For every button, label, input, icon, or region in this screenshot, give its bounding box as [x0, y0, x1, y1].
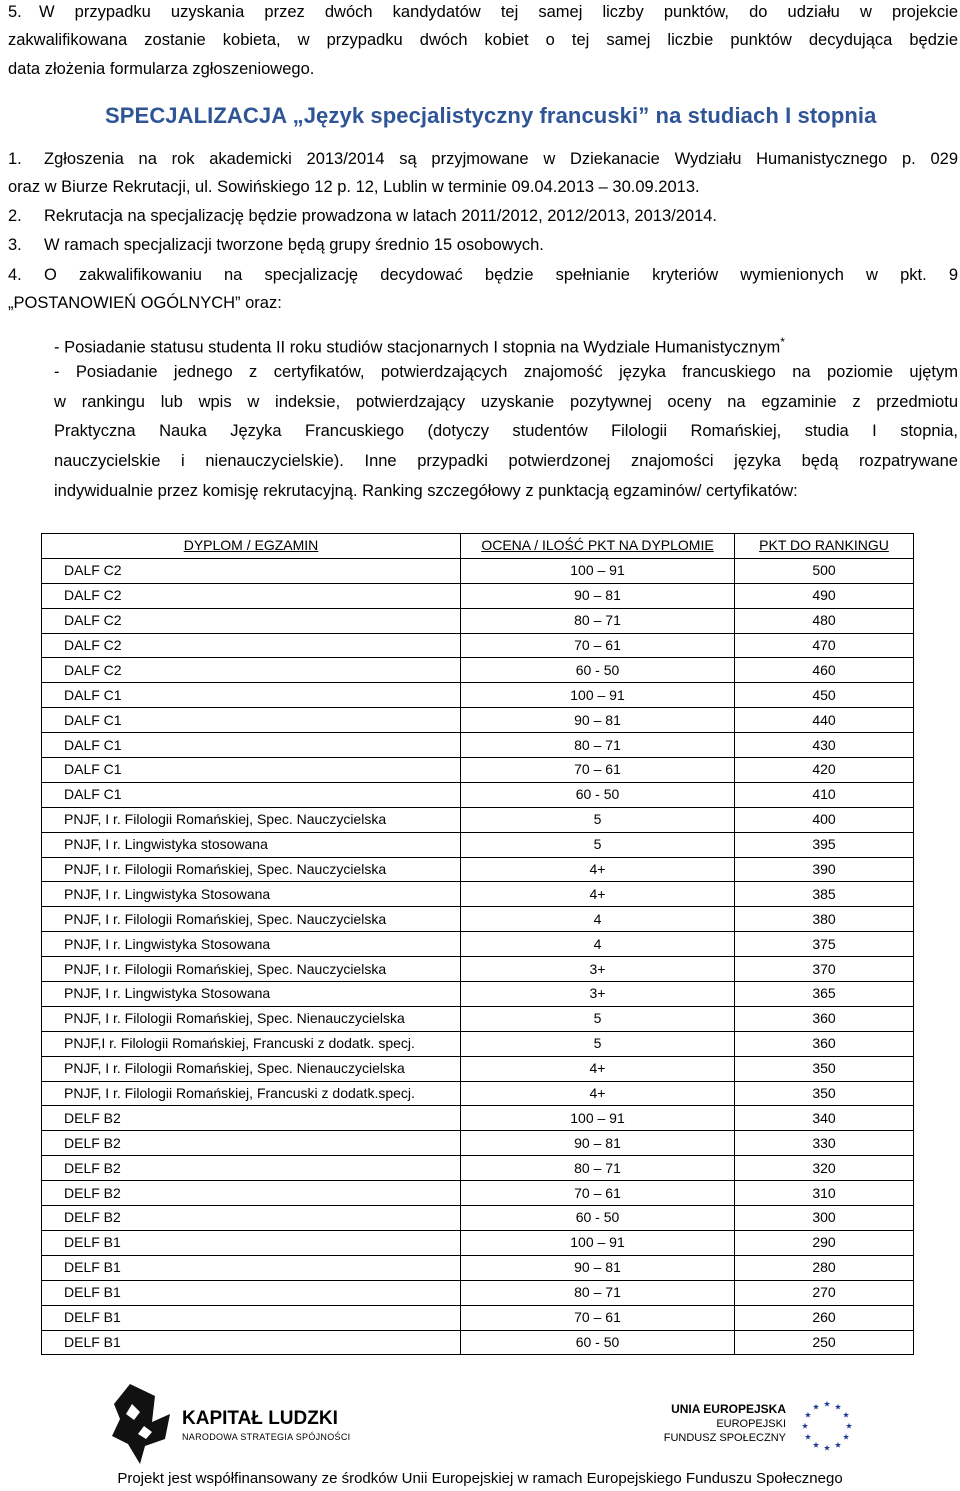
cell-grade: 90 – 81	[461, 583, 735, 608]
table-row	[42, 782, 914, 807]
item-4-number: 4.	[8, 266, 22, 284]
cell-grade: 60 - 50	[461, 658, 735, 683]
cell-points: 380	[735, 907, 914, 932]
cell-points: 340	[735, 1106, 914, 1131]
cell-grade: 4+	[461, 882, 735, 907]
cell-points: 320	[735, 1156, 914, 1181]
criteria-first	[54, 330, 785, 360]
cell-grade: 100 – 91	[461, 1106, 735, 1131]
table-body	[42, 558, 914, 1355]
cell-points: 500	[735, 558, 914, 583]
cell-points: 450	[735, 683, 914, 708]
cell-points: 440	[735, 708, 914, 733]
cell-diploma: DALF C2	[42, 658, 461, 683]
table-row	[42, 957, 914, 982]
cell-grade: 70 – 61	[461, 1305, 735, 1330]
cell-points: 365	[735, 982, 914, 1007]
cell-diploma: DALF C2	[42, 633, 461, 658]
cell-diploma: DALF C1	[42, 758, 461, 783]
cell-grade: 100 – 91	[461, 558, 735, 583]
eu-logo	[650, 1396, 870, 1456]
para-5-line-1: W przypadku uzyskania przez dwóch kandydatów tej samej liczby punktów, do udziału w projekcie	[39, 3, 958, 21]
cell-diploma: DELF B1	[42, 1280, 461, 1305]
cell-points: 490	[735, 583, 914, 608]
cell-diploma: DELF B1	[42, 1230, 461, 1255]
table-row	[42, 733, 914, 758]
cell-diploma: PNJF, I r. Filologii Romańskiej, Spec. Nauczycielska	[42, 857, 461, 882]
kapital-ludzki-emblem-icon	[110, 1384, 180, 1464]
criteria-second-line-3: Praktyczna Nauka Języka Francuskiego (dotyczy studentów Filologii Romańskiej, studia I stopnia,	[54, 422, 958, 440]
item-4-line-1: O zakwalifikowaniu na specjalizację decydować będzie spełnianie kryteriów wymienionych w pkt. 9	[44, 266, 958, 284]
cell-grade: 70 – 61	[461, 633, 735, 658]
cell-diploma: DALF C2	[42, 558, 461, 583]
ranking-table	[41, 533, 914, 1355]
table-row	[42, 1280, 914, 1305]
cell-points: 395	[735, 832, 914, 857]
table-row	[42, 1131, 914, 1156]
cell-diploma: PNJF, I r. Filologii Romańskiej, Spec. Nauczycielska	[42, 957, 461, 982]
cell-grade: 80 – 71	[461, 1280, 735, 1305]
para-5-line-3: data złożenia formularza zgłoszeniowego.	[8, 60, 315, 78]
cell-diploma: DELF B2	[42, 1106, 461, 1131]
table-row	[42, 1230, 914, 1255]
footer-note: Projekt jest współfinansowany ze środków Unii Europejskiej w ramach Europejskiego Funduszu Społecznego	[117, 1470, 843, 1487]
criteria-second-line-1: - Posiadanie jednego z certyfikatów, potwierdzających znajomość języka francuskiego na poziomie ujętym	[54, 363, 958, 381]
table-row	[42, 1305, 914, 1330]
criteria-second-line-2: w rankingu lub wpis w indeksie, potwierdzający uzyskanie pozytywnej oceny na egzaminie z przedmiotu	[54, 393, 958, 411]
cell-grade: 70 – 61	[461, 1181, 735, 1206]
cell-diploma: PNJF, I r. Filologii Romańskiej, Spec. Nauczycielska	[42, 907, 461, 932]
table-row	[42, 758, 914, 783]
eu-star-icon	[824, 1401, 830, 1407]
eu-star-icon	[824, 1445, 830, 1451]
criteria-second-line-4: nauczycielskie i nienauczycielskie). Inne przypadki potwierdzonej znajomości języka będą rozpatrywane	[54, 452, 958, 470]
cell-points: 310	[735, 1181, 914, 1206]
cell-diploma: DALF C1	[42, 733, 461, 758]
table-row	[42, 558, 914, 583]
eu-stars-flag-icon	[792, 1396, 862, 1456]
cell-grade: 90 – 81	[461, 1131, 735, 1156]
item-1-number: 1.	[8, 150, 22, 168]
cell-points: 290	[735, 1230, 914, 1255]
cell-points: 370	[735, 957, 914, 982]
eu-star-icon	[813, 1404, 819, 1410]
ue-line-3: FUNDUSZ SPOŁECZNY	[663, 1432, 786, 1444]
item-1-line-1: Zgłoszenia na rok akademicki 2013/2014 są przyjmowane w Dziekanacie Wydziału Humanistycznego p. 029	[44, 150, 958, 168]
eu-star-icon	[843, 1412, 849, 1418]
cell-points: 330	[735, 1131, 914, 1156]
cell-grade: 4	[461, 907, 735, 932]
cell-grade: 4+	[461, 857, 735, 882]
para-5-line-2: zakwalifikowana zostanie kobieta, w przypadku dwóch kobiet o tej samej liczbie punktów decydująca będzie	[8, 31, 958, 49]
cell-points: 480	[735, 608, 914, 633]
cell-diploma: PNJF,I r. Filologii Romańskiej, Francuski z dodatk. specj.	[42, 1031, 461, 1056]
eu-star-icon	[843, 1434, 849, 1440]
cell-grade: 5	[461, 832, 735, 857]
cell-points: 420	[735, 758, 914, 783]
cell-grade: 60 - 50	[461, 1206, 735, 1231]
table-row	[42, 1031, 914, 1056]
table-row	[42, 1181, 914, 1206]
cell-grade: 80 – 71	[461, 733, 735, 758]
table-row	[42, 608, 914, 633]
cell-grade: 3+	[461, 982, 735, 1007]
cell-points: 400	[735, 807, 914, 832]
cell-grade: 3+	[461, 957, 735, 982]
cell-points: 250	[735, 1330, 914, 1355]
table-row	[42, 807, 914, 832]
kapital-title: KAPITAŁ LUDZKI	[182, 1408, 338, 1429]
cell-diploma: DALF C2	[42, 608, 461, 633]
cell-grade: 4	[461, 932, 735, 957]
item-3-line-1: W ramach specjalizacji tworzone będą grupy średnio 15 osobowych.	[44, 236, 544, 254]
cell-points: 460	[735, 658, 914, 683]
cell-diploma: PNJF, I r. Filologii Romańskiej, Spec. Nienauczycielska	[42, 1006, 461, 1031]
cell-diploma: DELF B2	[42, 1206, 461, 1231]
criteria-second-line-5: indywidualnie przez komisję rekrutacyjną. Ranking szczegółowy z punktacją egzaminów/ certyfikatów:	[54, 482, 798, 500]
table-header-row	[42, 534, 914, 559]
table-row	[42, 1206, 914, 1231]
cell-diploma: DALF C1	[42, 782, 461, 807]
cell-diploma: DELF B1	[42, 1305, 461, 1330]
table-row	[42, 1006, 914, 1031]
header-grade: OCENA / ILOŚĆ PKT NA DYPLOMIE	[461, 534, 735, 559]
header-points: PKT DO RANKINGU	[735, 534, 914, 559]
cell-diploma: DALF C2	[42, 583, 461, 608]
cell-grade: 80 – 71	[461, 608, 735, 633]
cell-grade: 90 – 81	[461, 1255, 735, 1280]
cell-diploma: DELF B2	[42, 1131, 461, 1156]
table-row	[42, 857, 914, 882]
cell-diploma: PNJF, I r. Lingwistyka Stosowana	[42, 932, 461, 957]
cell-points: 300	[735, 1206, 914, 1231]
cell-diploma: PNJF, I r. Filologii Romańskiej, Spec. Nauczycielska	[42, 807, 461, 832]
table-row	[42, 708, 914, 733]
section-heading: SPECJALIZACJA „Język specjalistyczny francuski” na studiach I stopnia	[105, 103, 877, 128]
kapital-ludzki-logo	[110, 1384, 390, 1464]
cell-grade: 4+	[461, 1056, 735, 1081]
cell-diploma: PNJF, I r. Lingwistyka stosowana	[42, 832, 461, 857]
asterisk-mark: *	[780, 335, 785, 349]
cell-grade: 60 - 50	[461, 1330, 735, 1355]
cell-diploma: DELF B1	[42, 1255, 461, 1280]
cell-points: 470	[735, 633, 914, 658]
table-row	[42, 1081, 914, 1106]
cell-diploma: DELF B1	[42, 1330, 461, 1355]
table-row	[42, 832, 914, 857]
cell-grade: 60 - 50	[461, 782, 735, 807]
cell-points: 280	[735, 1255, 914, 1280]
eu-star-icon	[813, 1442, 819, 1448]
cell-grade: 5	[461, 807, 735, 832]
cell-points: 360	[735, 1006, 914, 1031]
table-row	[42, 982, 914, 1007]
table-row	[42, 907, 914, 932]
eu-star-icon	[802, 1423, 808, 1429]
para-5-number: 5.	[8, 3, 22, 21]
cell-grade: 5	[461, 1031, 735, 1056]
cell-grade: 100 – 91	[461, 683, 735, 708]
kapital-subtitle: NARODOWA STRATEGIA SPÓJNOŚCI	[182, 1432, 351, 1442]
table-row	[42, 1156, 914, 1181]
cell-points: 350	[735, 1081, 914, 1106]
cell-points: 375	[735, 932, 914, 957]
ue-line-2: EUROPEJSKI	[716, 1418, 786, 1430]
cell-diploma: DELF B2	[42, 1156, 461, 1181]
cell-points: 360	[735, 1031, 914, 1056]
cell-diploma: DELF B2	[42, 1181, 461, 1206]
eu-star-icon	[835, 1404, 841, 1410]
criteria-first-text: - Posiadanie statusu studenta II roku studiów stacjonarnych I stopnia na Wydziale Humanistycznym	[54, 338, 781, 357]
item-4-line-2: „POSTANOWIEŃ OGÓLNYCH” oraz:	[8, 294, 282, 312]
cell-grade: 70 – 61	[461, 758, 735, 783]
cell-points: 270	[735, 1280, 914, 1305]
item-2-number: 2.	[8, 207, 22, 225]
cell-diploma: PNJF, I r. Lingwistyka Stosowana	[42, 982, 461, 1007]
cell-grade: 100 – 91	[461, 1230, 735, 1255]
cell-points: 390	[735, 857, 914, 882]
ue-title: UNIA EUROPEJSKA	[671, 1402, 786, 1416]
table-row	[42, 1255, 914, 1280]
cell-points: 430	[735, 733, 914, 758]
table-row	[42, 882, 914, 907]
eu-star-icon	[805, 1412, 811, 1418]
cell-points: 260	[735, 1305, 914, 1330]
eu-star-icon	[835, 1442, 841, 1448]
table-row	[42, 658, 914, 683]
cell-points: 410	[735, 782, 914, 807]
cell-points: 385	[735, 882, 914, 907]
table-row	[42, 932, 914, 957]
table-row	[42, 583, 914, 608]
cell-diploma: PNJF, I r. Lingwistyka Stosowana	[42, 882, 461, 907]
cell-points: 350	[735, 1056, 914, 1081]
cell-grade: 4+	[461, 1081, 735, 1106]
header-diploma: DYPLOM / EGZAMIN	[42, 534, 461, 559]
table-row	[42, 683, 914, 708]
cell-diploma: DALF C1	[42, 708, 461, 733]
item-3-number: 3.	[8, 236, 22, 254]
item-1-line-2: oraz w Biurze Rekrutacji, ul. Sowińskiego 12 p. 12, Lublin w terminie 09.04.2013 – 30.09.2013.	[8, 178, 700, 196]
cell-diploma: PNJF, I r. Filologii Romańskiej, Francuski z dodatk.specj.	[42, 1081, 461, 1106]
table-row	[42, 1056, 914, 1081]
table-row	[42, 633, 914, 658]
table-row	[42, 1106, 914, 1131]
cell-diploma: PNJF, I r. Filologii Romańskiej, Spec. Nienauczycielska	[42, 1056, 461, 1081]
eu-star-icon	[805, 1434, 811, 1440]
cell-grade: 5	[461, 1006, 735, 1031]
cell-diploma: DALF C1	[42, 683, 461, 708]
item-2-line-1: Rekrutacja na specjalizację będzie prowadzona w latach 2011/2012, 2012/2013, 2013/2014.	[44, 207, 718, 225]
cell-grade: 80 – 71	[461, 1156, 735, 1181]
cell-grade: 90 – 81	[461, 708, 735, 733]
table-row	[42, 1330, 914, 1355]
eu-star-icon	[846, 1423, 852, 1429]
